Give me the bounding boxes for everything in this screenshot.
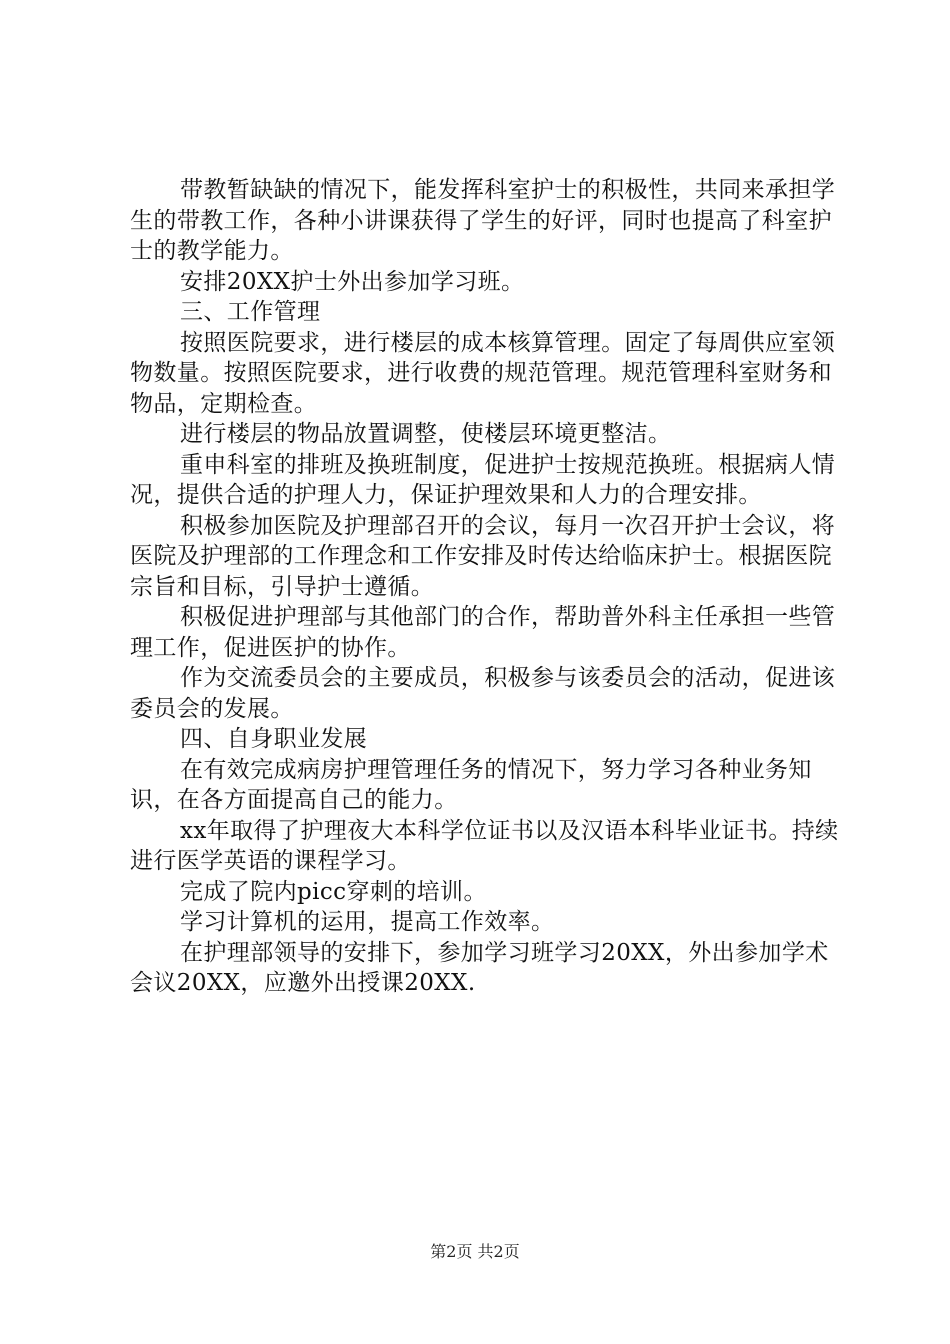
paragraph-certificates: xx年取得了护理夜大本科学位证书以及汉语本科毕业证书。持续进行医学英语的课程学习。 bbox=[130, 817, 839, 874]
paragraph-committee: 作为交流委员会的主要成员，积极参与该委员会的活动，促进该委员会的发展。 bbox=[130, 665, 836, 722]
paragraph-picc-training: 完成了院内picc穿刺的培训。 bbox=[180, 878, 487, 905]
page-number-footer: 第2页 共2页 bbox=[430, 1242, 520, 1261]
paragraph-meetings: 积极参加医院及护理部召开的会议，每月一次召开护士会议，将医院及护理部的工作理念和工作安排及时传达给临床护士。根据医院宗旨和目标，引导护士遵循。 bbox=[130, 512, 836, 600]
document-body bbox=[130, 175, 850, 999]
paragraph-cooperation: 积极促进护理部与其他部门的合作，帮助普外科主任承担一些管理工作，促进医护的协作。 bbox=[130, 604, 836, 661]
paragraph-conferences: 在护理部领导的安排下，参加学习班学习20XX，外出参加学术会议20XX，应邀外出授课20XX. bbox=[130, 939, 829, 996]
section-heading-career-development: 四、自身职业发展 bbox=[180, 726, 368, 752]
paragraph-learning: 在有效完成病房护理管理任务的情况下，努力学习各种业务知识，在各方面提高自己的能力。 bbox=[130, 756, 812, 813]
paragraph-shift-system: 重申科室的排班及换班制度，促进护士按规范换班。根据病人情况，提供合适的护理人力，保证护理效果和人力的合理安排。 bbox=[130, 451, 836, 508]
paragraph-computer: 学习计算机的运用，提高工作效率。 bbox=[180, 909, 555, 935]
section-heading-work-management: 三、工作管理 bbox=[180, 299, 321, 325]
paragraph-study-class: 安排20XX护士外出参加学习班。 bbox=[180, 268, 525, 295]
paragraph-cost-management: 按照医院要求，进行楼层的成本核算管理。固定了每周供应室领物数量。按照医院要求，进行收费的规范管理。规范管理科室财务和物品，定期检查。 bbox=[130, 329, 836, 417]
paragraph-floor-adjustment: 进行楼层的物品放置调整，使楼层环境更整洁。 bbox=[180, 421, 672, 447]
paragraph-teaching: 带教暂缺缺的情况下，能发挥科室护士的积极性，共同来承担学生的带教工作，各种小讲课获得了学生的好评，同时也提高了科室护士的教学能力。 bbox=[130, 177, 836, 264]
